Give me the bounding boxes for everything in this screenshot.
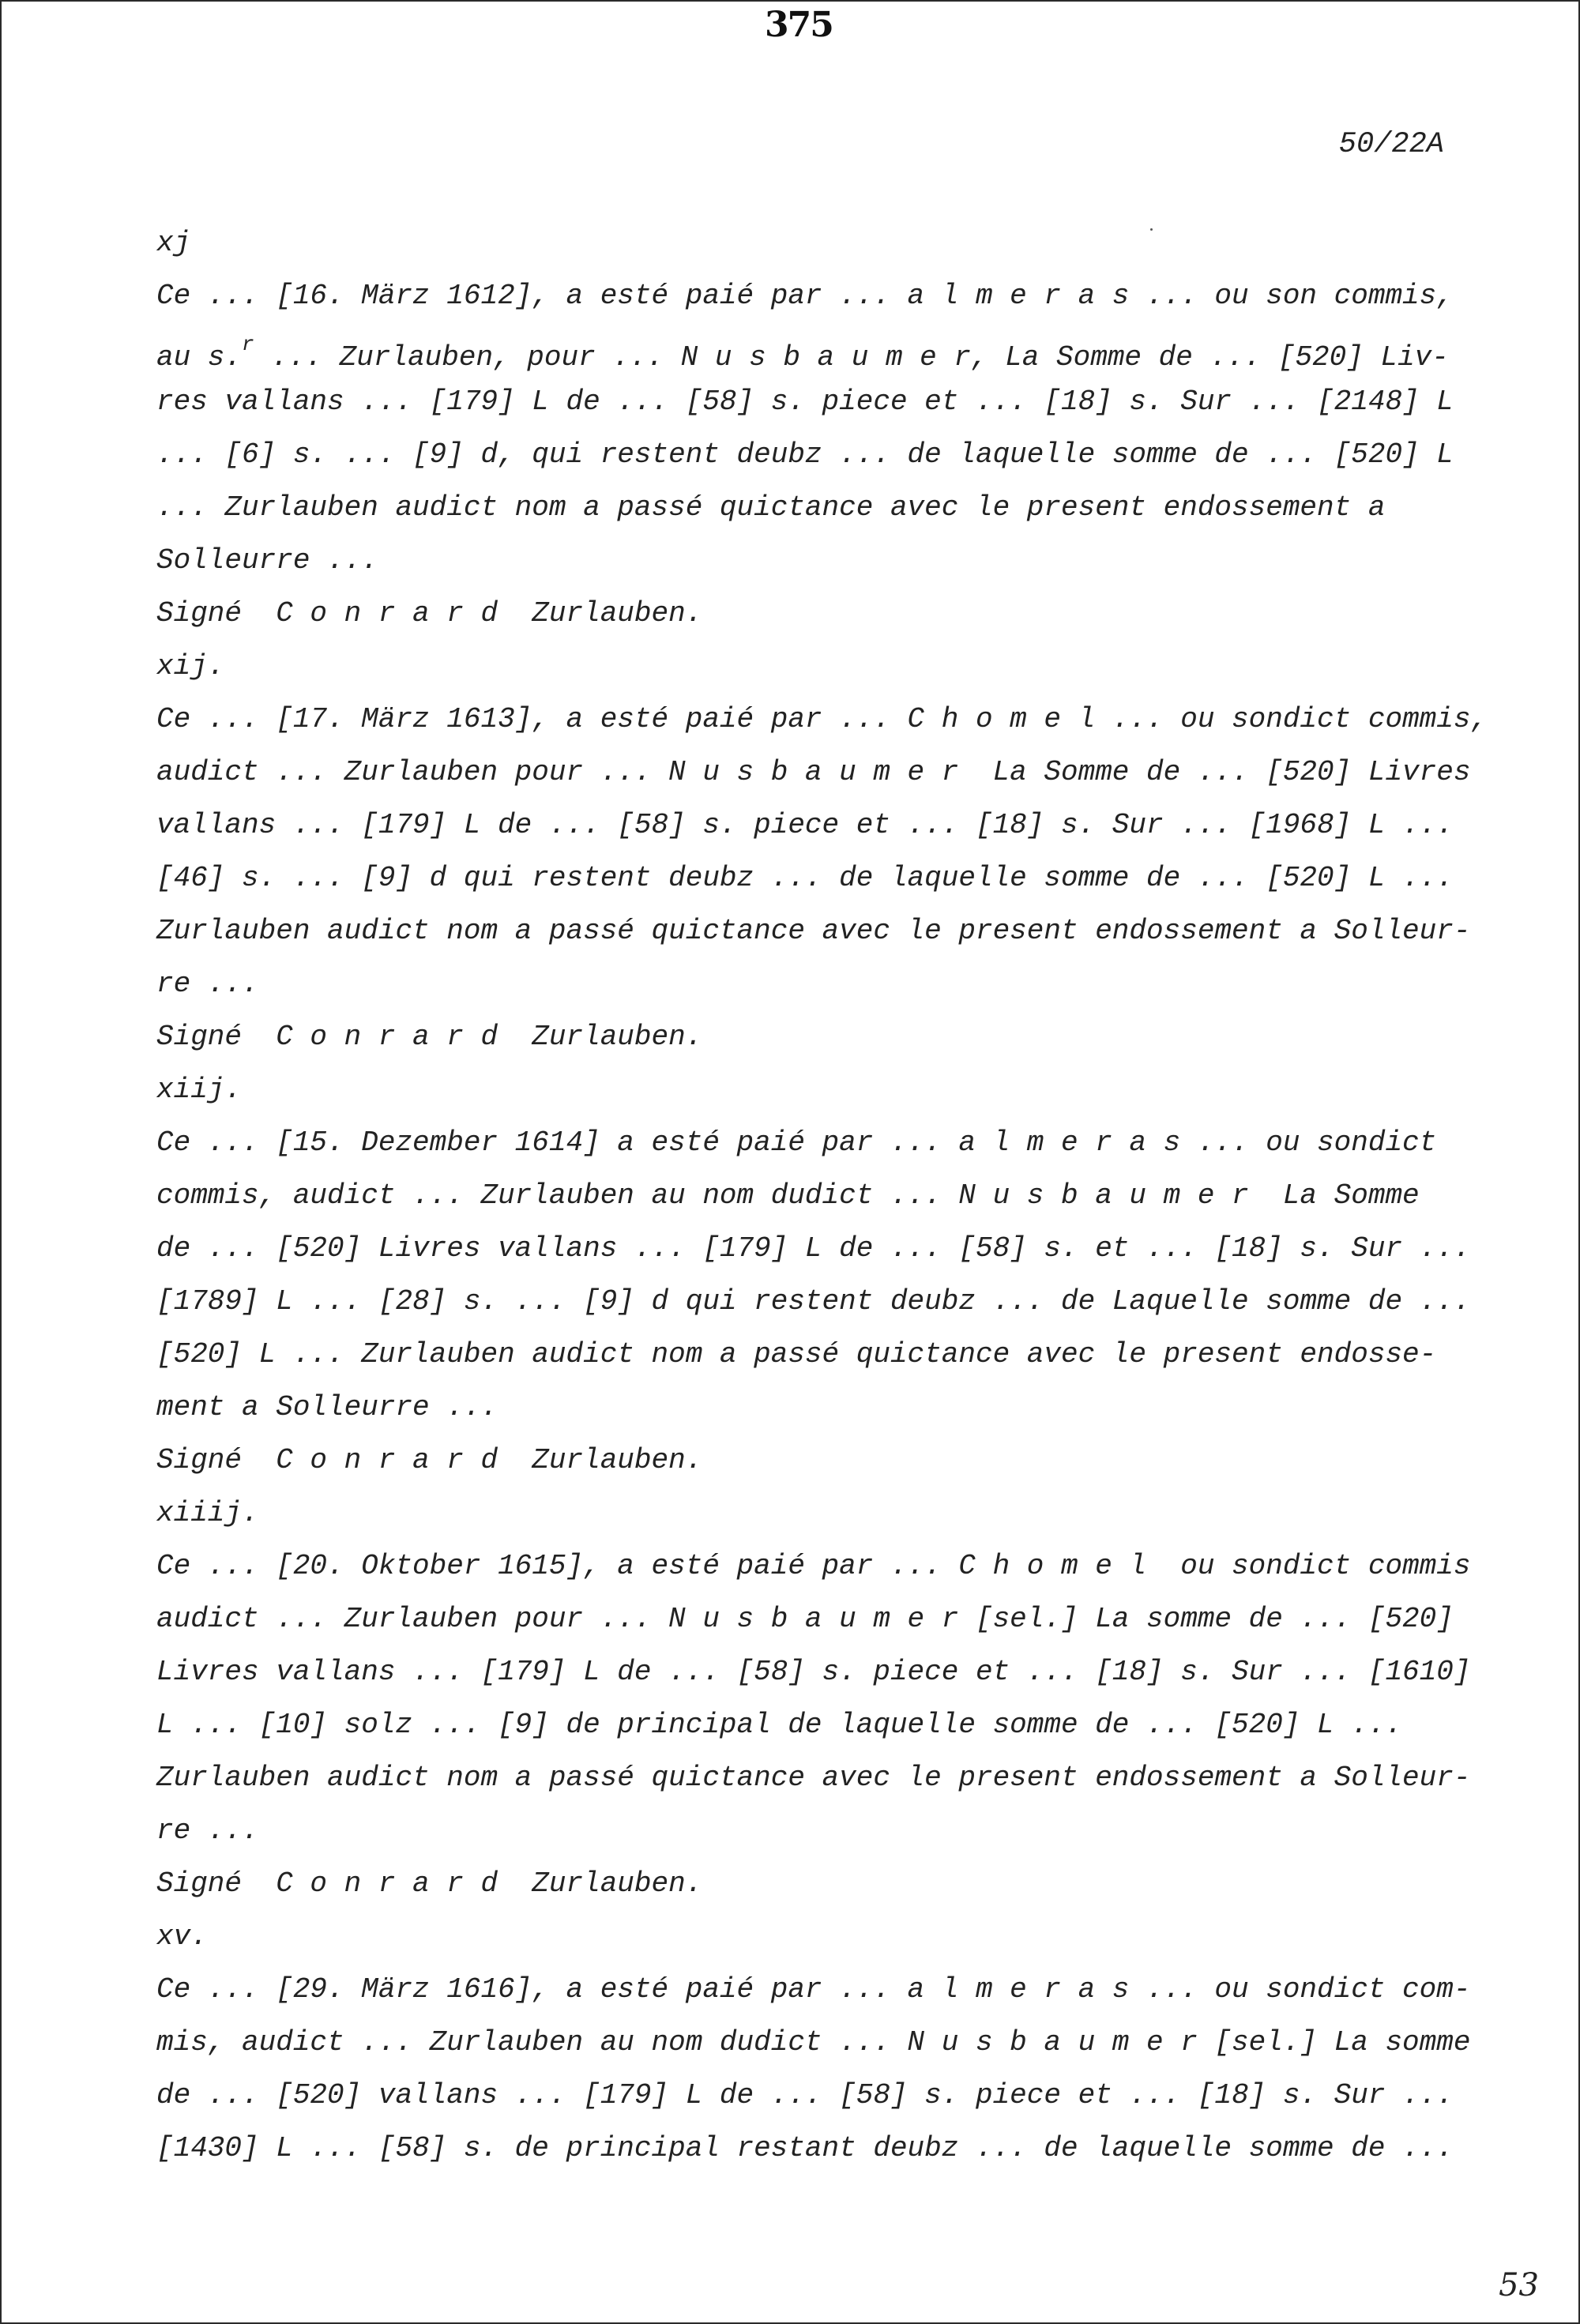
text-fragment: ... Zurlauben, pour ... N u s b a u m e r, La Somme de ... [520] Liv- xyxy=(254,341,1449,374)
text-line: de ... [520] Livres vallans ... [179] L de ... [58] s. et ... [18] s. Sur ... xyxy=(156,1232,1471,1265)
text-line: ... Zurlauben audict nom a passé quictance avec le present endossement a xyxy=(156,491,1386,524)
entry-number: xiij. xyxy=(156,1074,243,1106)
text-line: [1430] L ... [58] s. de principal restant deubz ... de laquelle somme de ... xyxy=(156,2132,1454,2164)
text-line: Ce ... [29. März 1616], a esté paié par ... a l m e r a s ... ou sondict com- xyxy=(156,1973,1471,2006)
superscript: r xyxy=(242,333,254,356)
text-line: Livres vallans ... [179] L de ... [58] s. piece et ... [18] s. Sur ... [1610] xyxy=(156,1656,1471,1688)
entry-number: xiiij. xyxy=(156,1497,259,1529)
text-line: [46] s. ... [9] d qui restent deubz ... de laquelle somme de ... [520] L ... xyxy=(156,862,1454,894)
page-top-number: 375 xyxy=(765,5,833,45)
text-line: Zurlauben audict nom a passé quictance avec le present endossement a Solleur- xyxy=(156,1762,1471,1794)
text-line: L ... [10] solz ... [9] de principal de laquelle somme de ... [520] L ... xyxy=(156,1709,1403,1741)
text-line: ment a Solleurre ... xyxy=(156,1391,498,1423)
signature-line: Signé C o n r a r d Zurlauben. xyxy=(156,1444,703,1476)
text-line: Ce ... [16. März 1612], a esté paié par ... a l m e r a s ... ou son commis, xyxy=(156,280,1454,312)
signature-line: Signé C o n r a r d Zurlauben. xyxy=(156,597,703,630)
stray-dot-mark xyxy=(1150,228,1153,231)
text-line: [1789] L ... [28] s. ... [9] d qui restent deubz ... de Laquelle somme de ... xyxy=(156,1285,1471,1318)
text-line: de ... [520] vallans ... [179] L de ... [58] s. piece et ... [18] s. Sur ... xyxy=(156,2079,1454,2112)
text-line: audict ... Zurlauben pour ... N u s b a u m e r [sel.] La somme de ... [520] xyxy=(156,1603,1454,1635)
signature-line: Signé C o n r a r d Zurlauben. xyxy=(156,1021,703,1053)
text-line: Ce ... [15. Dezember 1614] a esté paié par ... a l m e r a s ... ou sondict xyxy=(156,1126,1437,1159)
text-line: mis, audict ... Zurlauben au nom dudict ... N u s b a u m e r [sel.] La somme xyxy=(156,2026,1471,2059)
text-line xyxy=(156,331,1449,376)
text-line: re ... xyxy=(156,1814,259,1847)
text-line: Solleurre ... xyxy=(156,544,378,577)
text-line: Ce ... [20. Oktober 1615], a esté paié par ... C h o m e l ou sondict commis xyxy=(156,1550,1471,1582)
text-line: [520] L ... Zurlauben audict nom a passé quictance avec le present endosse- xyxy=(156,1338,1437,1371)
entry-number: xij. xyxy=(156,650,225,683)
text-line: Ce ... [17. März 1613], a esté paié par ... C h o m e l ... ou sondict commis, xyxy=(156,703,1488,735)
entry-number: xv. xyxy=(156,1920,208,1953)
entry-number: xj xyxy=(156,227,191,259)
signature-line: Signé C o n r a r d Zurlauben. xyxy=(156,1867,703,1900)
text-line: re ... xyxy=(156,968,259,1000)
text-line: res vallans ... [179] L de ... [58] s. piece et ... [18] s. Sur ... [2148] L xyxy=(156,385,1454,418)
text-line: Zurlauben audict nom a passé quictance avec le present endossement a Solleur- xyxy=(156,915,1471,947)
corner-page-number: 53 xyxy=(1499,2267,1539,2303)
text-line: audict ... Zurlauben pour ... N u s b a u m e r La Somme de ... [520] Livres xyxy=(156,756,1471,788)
archive-reference: 50/22A xyxy=(1338,128,1444,161)
text-line: vallans ... [179] L de ... [58] s. piece et ... [18] s. Sur ... [1968] L ... xyxy=(156,809,1454,841)
text-line: ... [6] s. ... [9] d, qui restent deubz ... de laquelle somme de ... [520] L xyxy=(156,438,1454,471)
text-line: commis, audict ... Zurlauben au nom dudict ... N u s b a u m e r La Somme xyxy=(156,1179,1420,1212)
text-fragment: au s. xyxy=(156,341,243,374)
